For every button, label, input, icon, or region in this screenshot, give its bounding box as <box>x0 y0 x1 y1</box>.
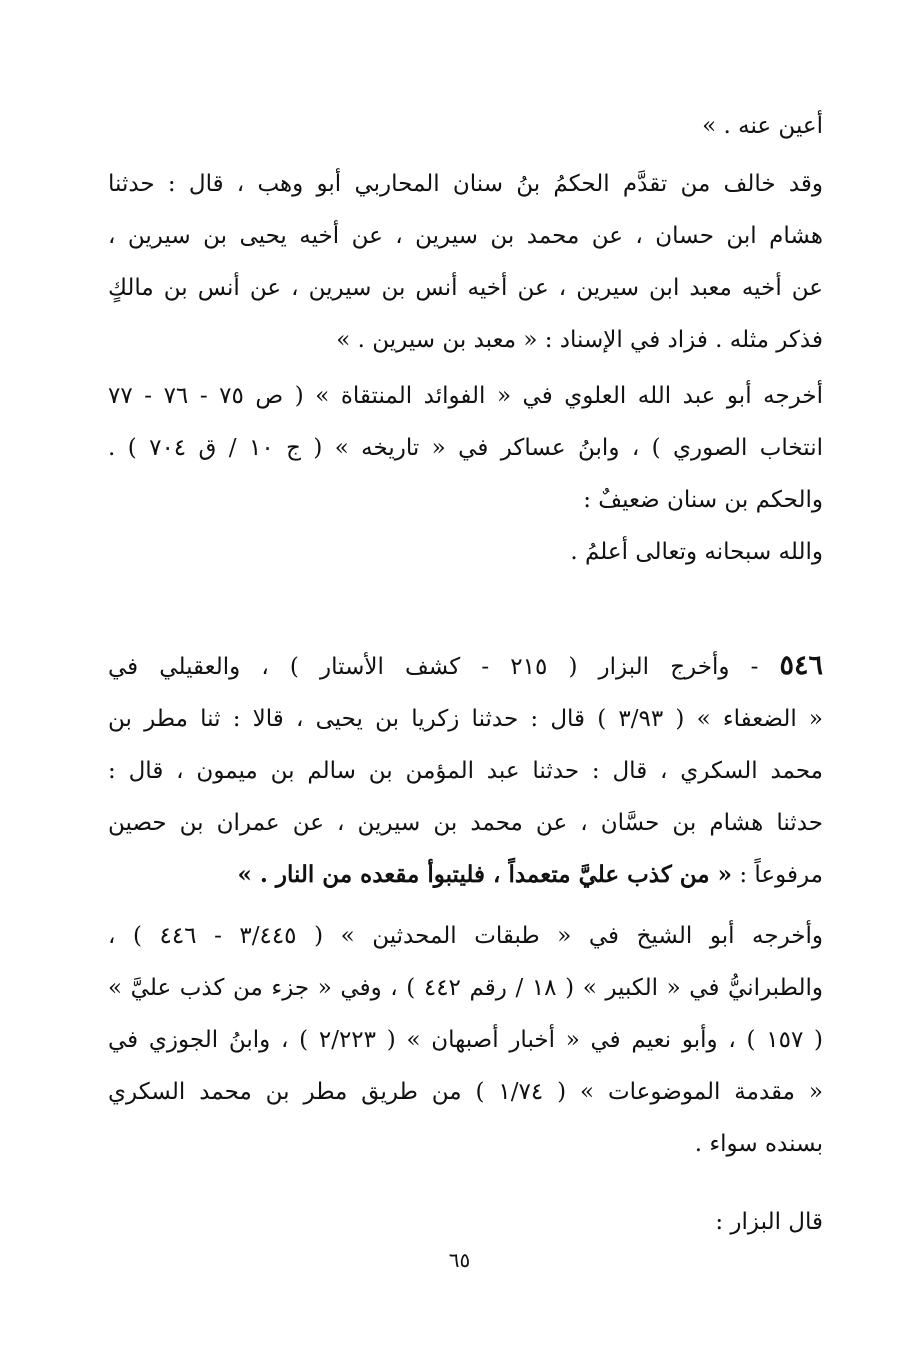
paragraph-bazzar-said <box>108 1196 823 1248</box>
hadith-matn: « من كذب عليَّ متعمداً ، فليتبوأ مقعده من النار . » <box>237 861 732 888</box>
text-line: « مقدمة الموضوعات » ( ١/٧٤ ) من طريق مطر بن محمد السكري <box>108 1079 823 1105</box>
text-line: وأخرجه أبو الشيخ في « طبقات المحدثين » ( ٣/٤٤٥ - ٤٤٦ ) ، <box>108 923 823 949</box>
text-line: عن أخيه معبد ابن سيرين ، عن أخيه أنس بن سيرين ، عن أنس بن مالكٍ <box>108 275 823 301</box>
text-line: ( ١٥٧ ) ، وأبو نعيم في « أخبار أصبهان » ( ٢/٢٢٣ ) ، وابنُ الجوزي في <box>108 1027 823 1053</box>
text-line <box>108 849 823 901</box>
text-line: والطبرانيُّ في « الكبير » ( ١٨ / رقم ٤٤٢ ) ، وفي « جزء من كذب عليَّ » <box>108 975 823 1001</box>
hadith-intro: - وأخرج البزار ( ٢١٥ - كشف الأستار ) ، والعقيلي في <box>108 654 759 680</box>
continuation-block <box>108 100 823 152</box>
hadith-number: ٥٤٦ <box>779 650 823 681</box>
text-line: أعين عنه . » <box>702 113 823 139</box>
page-number: ٦٥ <box>448 1248 471 1272</box>
text-line: حدثنا هشام بن حسَّان ، عن محمد بن سيرين ، عن عمران بن حصين <box>108 810 823 836</box>
text-line: والله سبحانه وتعالى أعلمُ . <box>570 539 823 565</box>
text-line: والحكم بن سنان ضعيفٌ : <box>583 487 823 513</box>
paragraph-variant-narration <box>108 158 823 366</box>
paragraph-takhrij-1 <box>108 370 823 578</box>
text-line: قال البزار : <box>715 1209 823 1235</box>
text-line: انتخاب الصوري ) ، وابنُ عساكر في « تاريخه » ( ج ١٠ / ق ٧٠٤ ) . <box>108 435 823 461</box>
text-line: هشام ابن حسان ، عن محمد بن سيرين ، عن أخيه يحيى بن سيرين ، <box>108 223 823 249</box>
text-line: بسنده سواء . <box>694 1131 823 1157</box>
text-line: أخرجه أبو عبد الله العلوي في « الفوائد المنتقاة » ( ص ٧٥ - ٧٦ - ٧٧ <box>108 383 823 409</box>
text-line: فذكر مثله . فزاد في الإسناد : « معبد بن سيرين . » <box>336 327 823 353</box>
text-line <box>108 640 823 693</box>
marfu-label: مرفوعاً : <box>739 862 823 888</box>
text-line: « الضعفاء » ( ٣/٩٣ ) قال : حدثنا زكريا بن يحيى ، قالا : ثنا مطر بن <box>108 706 823 732</box>
hadith-entry <box>108 640 823 901</box>
text-line: وقد خالف من تقدَّم الحكمُ بنُ سنان المحاربي أبو وهب ، قال : حدثنا <box>108 171 823 197</box>
text-line: محمد السكري ، قال : حدثنا عبد المؤمن بن سالم بن ميمون ، قال : <box>108 758 823 784</box>
paragraph-takhrij-2 <box>108 910 823 1170</box>
